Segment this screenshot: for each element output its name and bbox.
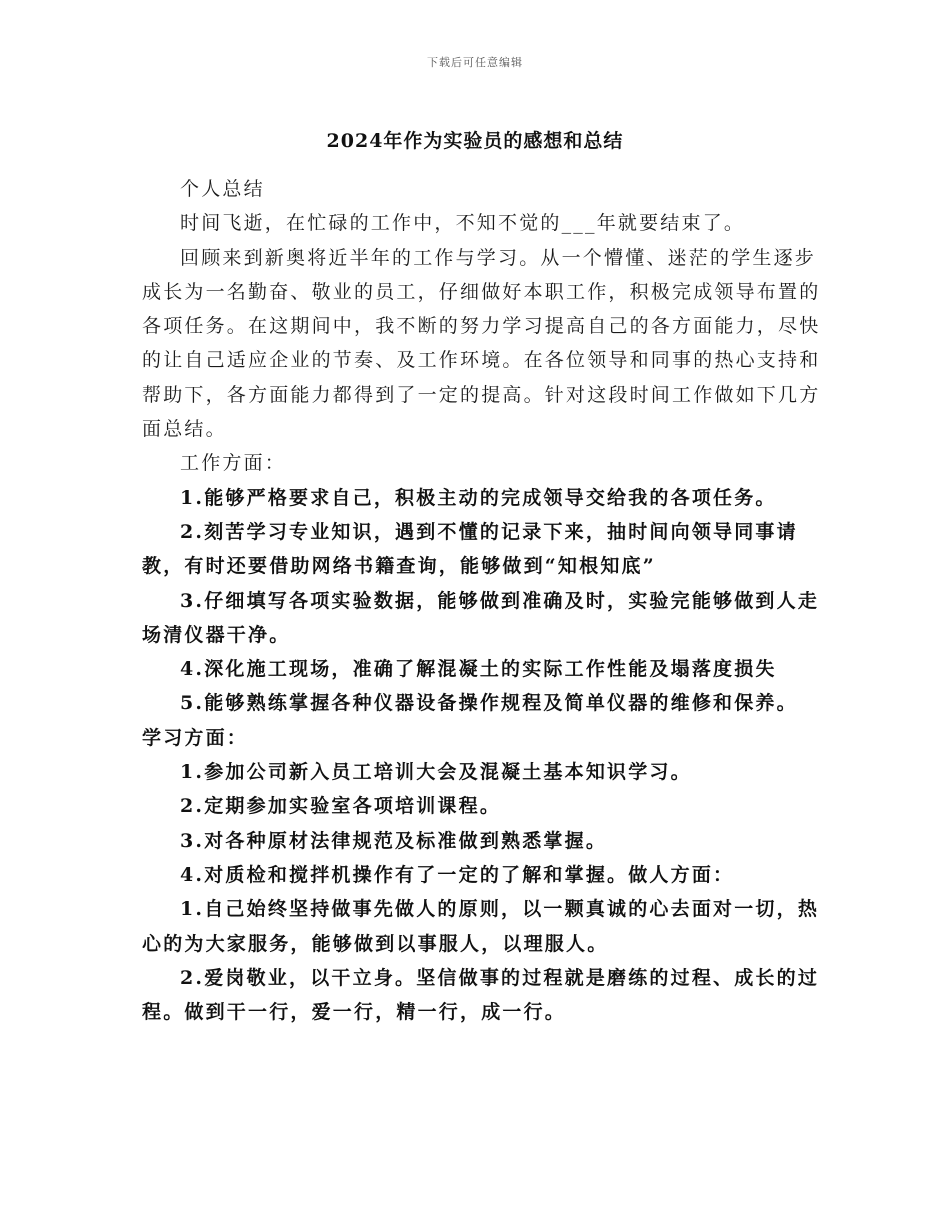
- work-item-4: 4.深化施工现场，准确了解混凝土的实际工作性能及塌落度损失: [180, 658, 777, 681]
- header-note: 下载后可任意编辑: [427, 56, 523, 69]
- paragraph-time-flies: 时间飞逝，在忙碌的工作中，不知不觉的___年就要结束了。: [180, 212, 746, 235]
- study-item-2: 2.定期参加实验室各项培训课程。: [180, 795, 502, 818]
- study-aspects-heading: 学习方面：: [142, 726, 249, 749]
- paragraph-work-aspects-heading: 工作方面：: [180, 452, 287, 475]
- work-item-2: 2.刻苦学习专业知识，遇到不懂的记录下来，抽时间向领导同事请教，有时还要借助网络书籍查询，能够做到“知根知底”: [142, 520, 798, 578]
- document-body: [142, 172, 822, 1029]
- paragraph-review: 回顾来到新奥将近半年的工作与学习。从一个懵懂、迷茫的学生逐步成长为一名勤奋、敬业的员工，仔细做好本职工作，积极完成领导布置的各项任务。在这期间中，我不断的努力学习提高自己的各方面能力，尽快的让自己适应企业的节奏、及工作环境。在各位领导和同事的热心支持和帮助下，各方面能力都得到了一定的提高。针对这段时间工作做如下几方面总结。: [142, 246, 821, 441]
- study-item-4: 4.对质检和搅拌机操作有了一定的了解和掌握。做人方面：: [180, 863, 735, 886]
- study-item-3: 3.对各种原材法律规范及标准做到熟悉掌握。: [180, 829, 608, 852]
- conduct-item-1: 1.自己始终坚持做事先做人的原则，以一颗真诚的心去面对一切，热心的为大家服务，能够做到以事服人，以理服人。: [142, 898, 820, 955]
- work-item-1: 1.能够严格要求自己，积极主动的完成领导交给我的各项任务。: [180, 486, 777, 509]
- conduct-item-2: 2.爱岗敬业，以干立身。坚信做事的过程就是磨练的过程、成长的过程。做到干一行，爱一行，精一行，成一行。: [142, 966, 820, 1024]
- study-item-1: 1.参加公司新入员工培训大会及混凝土基本知识学习。: [180, 761, 692, 784]
- work-item-5: 5.能够熟练掌握各种仪器设备操作规程及简单仪器的维修和保养。: [180, 692, 798, 715]
- work-item-3: 3.仔细填写各项实验数据，能够做到准确及时，实验完能够做到人走场清仪器干净。: [142, 589, 820, 646]
- document-title: 2024年作为实验员的感想和总结: [326, 130, 624, 152]
- paragraph-personal-summary-heading: 个人总结: [180, 178, 265, 200]
